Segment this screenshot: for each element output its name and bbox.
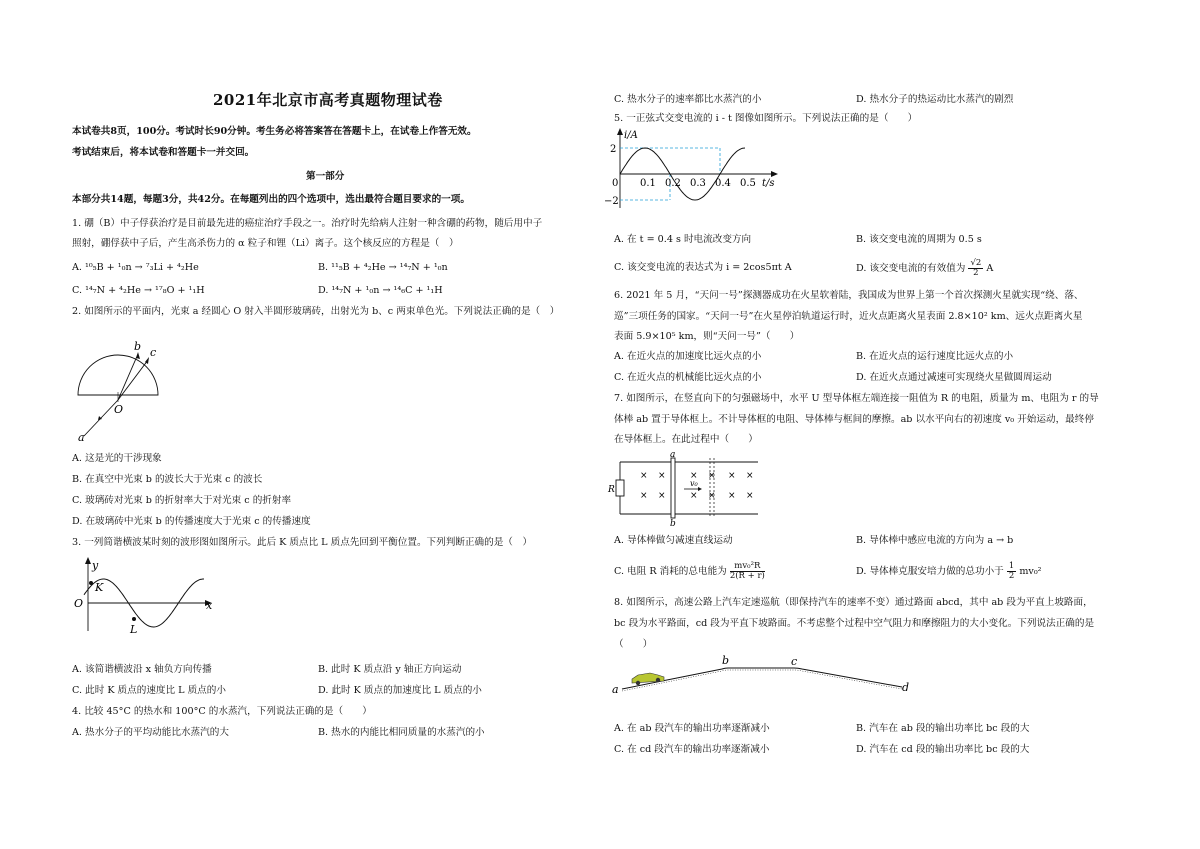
label-y-pos: 2 [610, 144, 617, 155]
label-o: O [74, 597, 84, 610]
label-k: K [95, 581, 104, 594]
label-a: a [612, 683, 619, 696]
q4-option-b[interactable]: B. 热水的内能比相同质量的水蒸汽的小 [318, 727, 485, 738]
label-r: R [608, 485, 615, 495]
cross-mark: × [690, 471, 698, 481]
label-y: y [92, 559, 99, 572]
q3-option-d[interactable]: D. 此时 K 质点的加速度比 L 质点的小 [318, 685, 482, 696]
q5-option-b[interactable]: B. 该交变电流的周期为 0.5 s [856, 234, 982, 245]
q4-option-a[interactable]: A. 热水分子的平均动能比水蒸汽的大 [72, 727, 229, 738]
intro-line-2: 考试结束后，将本试卷和答题卡一并交回。 [72, 147, 255, 158]
q8-line-3: （ ） [614, 639, 653, 650]
q6-line-2: 巡”三项任务的国家。“天问一号”在火星停泊轨道运行时，近火点距离火星表面 2.8×10² km、远火点距离火星 [614, 311, 1083, 322]
resistor-r [616, 480, 624, 496]
tick-0-1: 0.1 [640, 178, 656, 189]
q8-option-d[interactable]: D. 汽车在 cd 段的输出功率比 bc 段的大 [856, 744, 1030, 755]
q2-line-1: 2. 如图所示的平面内，光束 a 经圆心 O 射入半圆形玻璃砖，出射光为 b、c 两束单色光。下列说法正确的是（ ） [72, 306, 560, 317]
label-o: O [114, 403, 124, 416]
q1-option-b[interactable]: B. ¹¹₅B + ⁴₂He → ¹⁴₇N + ¹₀n [318, 262, 448, 273]
point-k [89, 581, 93, 585]
q5-option-c[interactable]: C. 该交变电流的表达式为 i = 2cos5πt A [614, 262, 792, 273]
q7-option-c[interactable]: C. 电阻 R 消耗的总电能为 $\frac{\text{mv₀²R}}{2(R + r)}$ [614, 561, 765, 581]
tick-0-3: 0.3 [690, 178, 706, 189]
label-y-neg: −2 [604, 196, 619, 207]
part-description: 本部分共14题，每题3分，共42分。在每题列出的四个选项中，选出最符合题目要求的一项。 [72, 194, 470, 205]
cross-mark: × [728, 471, 736, 481]
cross-mark: × [640, 471, 648, 481]
q7-line-2: 体棒 ab 置于导体框上。不计导体框的电阻、导体棒与框间的摩擦。ab 以水平向右的初速度 v₀ 开始运动，最终停 [614, 414, 1094, 425]
label-a: a [670, 450, 676, 460]
cross-mark: × [746, 491, 754, 501]
label-c: c [150, 346, 157, 359]
q3-wave-figure [70, 555, 220, 635]
q5-option-a[interactable]: A. 在 t = 0.4 s 时电流改变方向 [614, 234, 752, 245]
label-v0: v₀ [690, 479, 698, 488]
q7-rail-figure [610, 452, 760, 527]
label-c: c [791, 655, 798, 668]
q8-option-b[interactable]: B. 汽车在 ab 段的输出功率比 bc 段的大 [856, 723, 1030, 734]
q1-option-d[interactable]: D. ¹⁴₇N + ¹₀n → ¹⁴₆C + ¹₁H [318, 285, 443, 296]
q4-line-1: 4. 比较 45°C 的热水和 100°C 的水蒸汽，下列说法正确的是（ ） [72, 706, 372, 717]
fraction: $\frac{√2}{2}$ [970, 258, 982, 278]
q8-road-figure [610, 655, 920, 700]
q6-line-1: 6. 2021 年 5 月，“天问一号”探测器成功在火星软着陆，我国成为世界上第一个首次探测火星就实现“绕、落、 [614, 290, 1084, 301]
q4-option-c[interactable]: C. 热水分子的速率都比水蒸汽的小 [614, 94, 762, 105]
q6-option-b[interactable]: B. 在近火点的运行速度比远火点的小 [856, 351, 1014, 362]
q3-line-1: 3. 一列简谐横波某时刻的波形图如图所示。此后 K 质点比 L 质点先回到平衡位置。下列判断正确的是（ ） [72, 537, 533, 548]
arrow-icon [771, 171, 778, 177]
fraction: $\frac{1}{2}$ [1008, 561, 1015, 581]
label-b: b [670, 519, 676, 529]
q6-option-d[interactable]: D. 在近火点通过减速可实现绕火星做圆周运动 [856, 372, 1052, 383]
arrow-icon [698, 487, 702, 491]
q8-line-2: bc 段为水平路面，cd 段为平直下坡路面。不考虑整个过程中空气阻力和摩擦阻力的大小变化。下列说法正确的是 [614, 618, 1095, 629]
cross-mark: × [746, 471, 754, 481]
q7-line-3: 在导体框上。在此过程中（ ） [614, 434, 758, 445]
q5-current-graph [604, 128, 800, 210]
label-x: x [206, 599, 213, 612]
q3-option-b[interactable]: B. 此时 K 质点沿 y 轴正方向运动 [318, 664, 462, 675]
arrow-icon [136, 352, 140, 359]
q2-option-a[interactable]: A. 这是光的干涉现象 [72, 453, 162, 464]
point-l [132, 617, 136, 621]
q1-line-1: 1. 硼（B）中子俘获治疗是目前最先进的癌症治疗手段之一。治疗时先给病人注射一种含硼的药物，随后用中子 [72, 218, 543, 229]
q7-option-b[interactable]: B. 导体棒中感应电流的方向为 a → b [856, 535, 1014, 546]
q6-option-a[interactable]: A. 在近火点的加速度比远火点的小 [614, 351, 762, 362]
label-b: b [722, 654, 730, 667]
label-b: b [134, 340, 142, 353]
q7-option-d[interactable]: D. 导体棒克服安培力做的总功小于 $\frac{1}{2}$ mv₀² [856, 561, 1042, 581]
cross-mark: × [640, 491, 648, 501]
q8-option-c[interactable]: C. 在 cd 段汽车的输出功率逐渐减小 [614, 744, 770, 755]
intro-line-1: 本试卷共8页，100分。考试时长90分钟。考生务必将答案答在答题卡上，在试卷上作答无效。 [72, 126, 477, 137]
q2-option-b[interactable]: B. 在真空中光束 b 的波长大于光束 c 的波长 [72, 474, 263, 485]
label-a: a [78, 431, 85, 444]
q2-option-c[interactable]: C. 玻璃砖对光束 b 的折射率大于对光束 c 的折射率 [72, 495, 292, 506]
q1-option-a[interactable]: A. ¹⁰₅B + ¹₀n → ⁷₃Li + ⁴₂He [72, 262, 199, 273]
tick-0-2: 0.2 [665, 178, 681, 189]
q1-option-c[interactable]: C. ¹⁴₇N + ⁴₂He → ¹⁷₈O + ¹₁H [72, 285, 205, 296]
fraction: $\frac{\text{mv₀²R}}{2(R + r)}$ [729, 561, 765, 581]
q3-option-a[interactable]: A. 该简谐横波沿 x 轴负方向传播 [72, 664, 212, 675]
q8-option-a[interactable]: A. 在 ab 段汽车的输出功率逐渐减小 [614, 723, 770, 734]
q7-option-a[interactable]: A. 导体棒做匀减速直线运动 [614, 535, 733, 546]
arrow-icon [617, 128, 623, 135]
q6-line-3: 表面 5.9×10⁵ km，则“天问一号”（ ） [614, 331, 800, 342]
q2-semicircle-figure [70, 340, 180, 445]
q8-line-1: 8. 如图所示，高速公路上汽车定速巡航（即保持汽车的速率不变）通过路面 abcd，其中 ab 段为平直上坡路面， [614, 597, 1093, 608]
q1-line-2: 照射，硼俘获中子后，产生高杀伤力的 α 粒子和锂（Li）离子。这个核反应的方程是（ ） [72, 238, 459, 249]
label-t: t/s [762, 178, 775, 189]
label-zero: 0 [612, 178, 619, 189]
q5-line-1: 5. 一正弦式交变电流的 i - t 图像如图所示。下列说法正确的是（ ） [614, 113, 918, 124]
arrow-icon [85, 557, 91, 564]
label-l: L [130, 623, 138, 636]
q5-option-d[interactable]: D. 该交变电流的有效值为 $\frac{√2}{2}$ A [856, 258, 994, 278]
rod-ab [671, 458, 675, 518]
tick-0-4: 0.4 [715, 178, 731, 189]
cross-mark: × [690, 491, 698, 501]
cross-mark: × [708, 471, 716, 481]
label-d: d [902, 681, 910, 694]
q2-option-d[interactable]: D. 在玻璃砖中光束 b 的传播速度大于光束 c 的传播速度 [72, 516, 311, 527]
cross-mark: × [658, 491, 666, 501]
q4-option-d[interactable]: D. 热水分子的热运动比水蒸汽的剧烈 [856, 94, 1014, 105]
page-title: 2021年北京市高考真题物理试卷 [213, 91, 443, 109]
q6-option-c[interactable]: C. 在近火点的机械能比远火点的小 [614, 372, 762, 383]
part-heading: 第一部分 [306, 171, 345, 182]
cross-mark: × [708, 491, 716, 501]
label-i: i/A [624, 130, 638, 141]
tick-0-5: 0.5 [740, 178, 756, 189]
cross-mark: × [728, 491, 736, 501]
q3-option-c[interactable]: C. 此时 K 质点的速度比 L 质点的小 [72, 685, 226, 696]
q7-line-1: 7. 如图所示，在竖直向下的匀强磁场中，水平 U 型导体框左端连接一阻值为 R 的电阻，质量为 m、电阻为 r 的导 [614, 393, 1099, 404]
cross-mark: × [658, 471, 666, 481]
